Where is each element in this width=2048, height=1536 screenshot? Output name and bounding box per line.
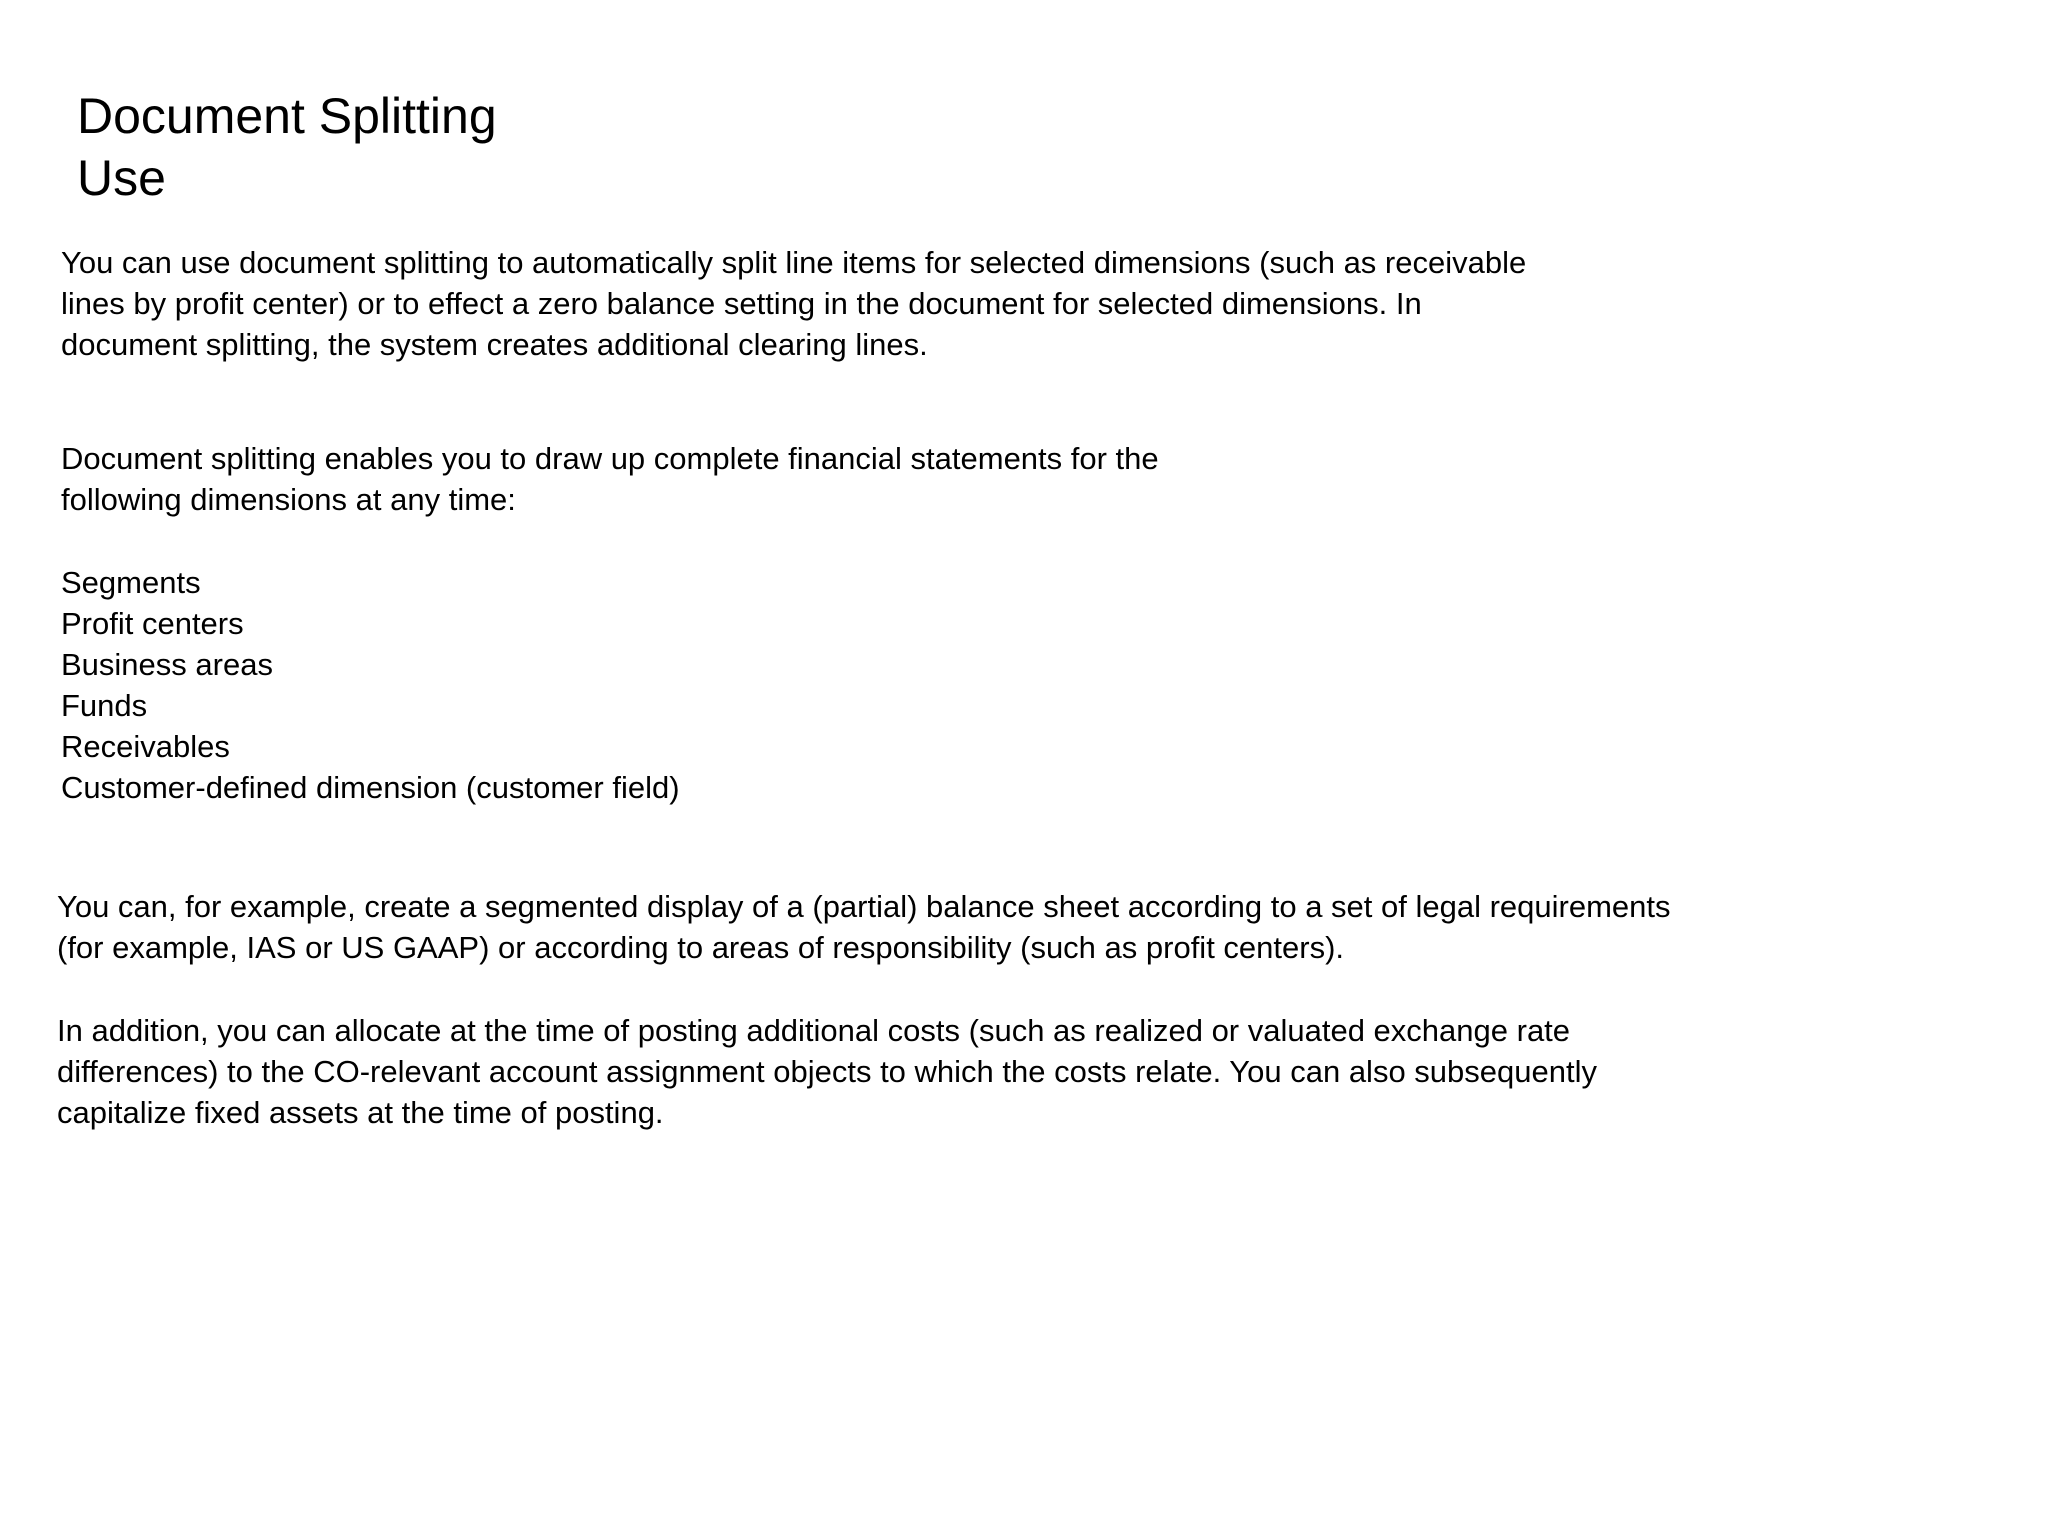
list-item: Customer-defined dimension (customer field) bbox=[61, 770, 680, 805]
dimensions-intro-paragraph: Document splitting enables you to draw up complete financial statements for the following dimensions at any time: bbox=[61, 441, 1159, 517]
list-item: Business areas bbox=[61, 647, 273, 682]
list-item: Segments bbox=[61, 565, 201, 600]
addition-paragraph: In addition, you can allocate at the time of posting additional costs (such as realized or valuated exchange rate differences) to the CO-relevant account assignment objects to which the costs relate. You can also subsequently capitalize fixed assets at the time of posting. bbox=[57, 1013, 1597, 1130]
intro-paragraph: You can use document splitting to automatically split line items for selected dimensions (such as receivable lines by profit center) or to effect a zero balance setting in the document for selected dimensions. In document splitting, the system creates additional clearing lines. bbox=[61, 245, 1527, 362]
page-title bbox=[77, 85, 497, 209]
title-line-1: Document Splitting bbox=[77, 88, 497, 144]
dimensions-list bbox=[61, 562, 680, 808]
list-item: Receivables bbox=[61, 729, 230, 764]
title-line-2: Use bbox=[77, 150, 166, 206]
list-item: Funds bbox=[61, 688, 148, 723]
example-paragraph: You can, for example, create a segmented display of a (partial) balance sheet according to a set of legal requirements (for example, IAS or US GAAP) or according to areas of responsibility (such as profit centers). bbox=[57, 889, 1671, 965]
list-item: Profit centers bbox=[61, 606, 244, 641]
